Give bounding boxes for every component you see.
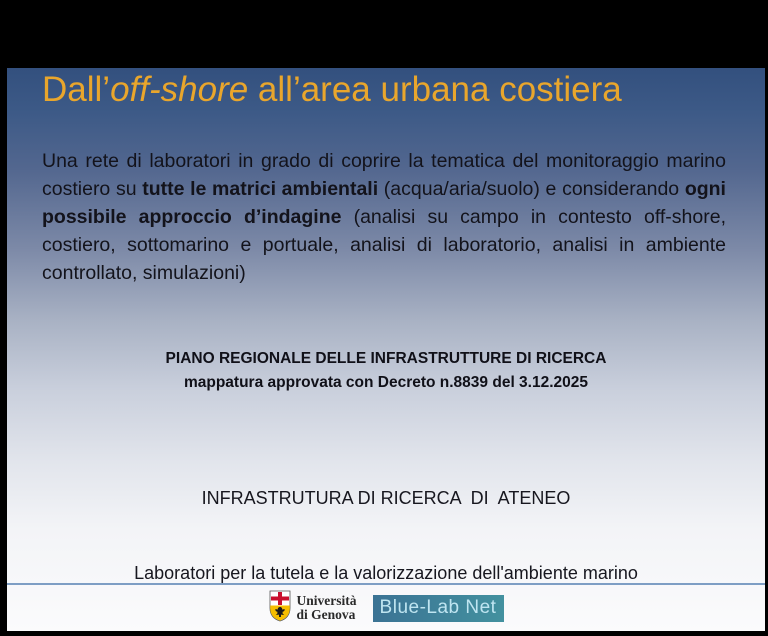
- piano-line2: mappatura approvata con Decreto n.8839 del 3.12.2025: [183, 374, 589, 391]
- unige-logo-line2: di Genova: [296, 607, 356, 622]
- piano-regionale-block: [27, 347, 745, 395]
- unige-shield-icon: [269, 590, 291, 627]
- piano-line1: PIANO REGIONALE DELLE INFRASTRUTTURE DI RICERCA: [165, 350, 607, 367]
- body-segment-bold: ogni possibile approccio d’indagine: [42, 178, 726, 228]
- bluelab-net-logo: Blue-Lab Net: [373, 595, 504, 622]
- footer-divider-line: [7, 583, 765, 585]
- ateneo-line2: Laboratori per la tutela e la valorizzazione dell'ambiente marino: [134, 563, 638, 583]
- title-offshore-italic: off-shore: [110, 70, 249, 109]
- slide-title: [42, 68, 731, 112]
- body-segment: (analisi su campo in contesto off-shore, costiero, sottomarino e portuale, analisi di laboratorio, analisi in ambiente controllato, simulazioni): [42, 206, 726, 284]
- body-segment-bold: tutte le matrici ambientali: [142, 178, 379, 200]
- title-part3: all’area urbana costiera: [248, 70, 622, 109]
- unige-logo: [269, 590, 357, 627]
- body-segment: (acqua/aria/suolo) e considerando: [378, 178, 685, 200]
- footer-logos: [7, 591, 765, 625]
- unige-logo-text: [297, 594, 357, 622]
- slide: [7, 68, 765, 631]
- body-segment: Una rete di laboratori in grado di coprire la tematica del monitoraggio marino costiero su: [42, 150, 726, 200]
- unige-logo-line1: Università: [296, 593, 357, 608]
- body-paragraph: [42, 147, 726, 287]
- ateneo-line1: INFRASTRUTURA DI RICERCA DI ATENEO: [201, 488, 571, 508]
- title-part1: Dall’: [42, 70, 111, 109]
